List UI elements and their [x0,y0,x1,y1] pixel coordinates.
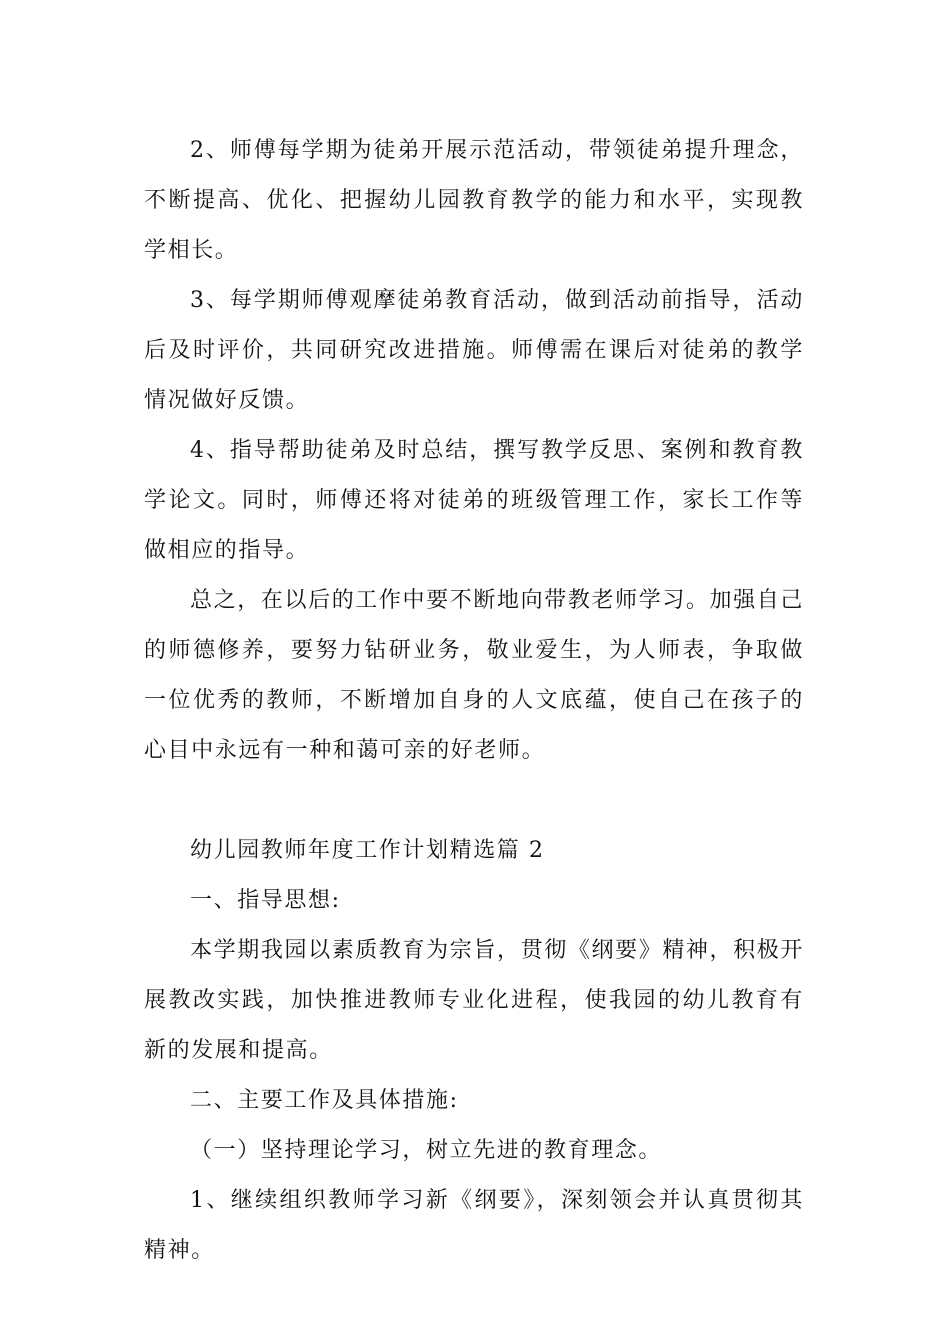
paragraph-item-2: 2、师傅每学期为徒弟开展示范活动，带领徒弟提升理念，不断提高、优化、把握幼儿园教育教学的能力和水平，实现教学相长。 [144,138,804,263]
paragraph-item-4: 4、指导帮助徒弟及时总结，撰写教学反思、案例和教育教学论文。同时，师傅还将对徒弟的班级管理工作，家长工作等做相应的指导。 [144,438,804,563]
heading-guiding-thought: 一、指导思想: [190,888,341,913]
paragraph-item-3: 3、每学期师傅观摩徒弟教育活动，做到活动前指导，活动后及时评价，共同研究改进措施。师傅需在课后对徒弟的教学情况做好反馈。 [144,288,804,413]
document-body [144,126,804,1276]
heading-main-work: 二、主要工作及具体措施: [190,1088,459,1113]
paragraph-item-study-1: 1、继续组织教师学习新《纲要》，深刻领会并认真贯彻其精神。 [144,1188,804,1263]
subheading-theory-study: （一）坚持理论学习，树立先进的教育理念。 [190,1138,663,1163]
section-spacer [144,776,804,826]
section-title: 幼儿园教师年度工作计划精选篇 2 [190,838,545,863]
paragraph-guiding-thought: 本学期我园以素质教育为宗旨，贯彻《纲要》精神，积极开展教改实践，加快推进教师专业化进程，使我园的幼儿教育有新的发展和提高。 [144,938,804,1063]
paragraph-conclusion: 总之，在以后的工作中要不断地向带教老师学习。加强自己的师德修养，要努力钻研业务，敬业爱生，为人师表，争取做一位优秀的教师，不断增加自身的人文底蕴，使自己在孩子的心目中永远有一种和蔼可亲的好老师。 [144,588,804,763]
